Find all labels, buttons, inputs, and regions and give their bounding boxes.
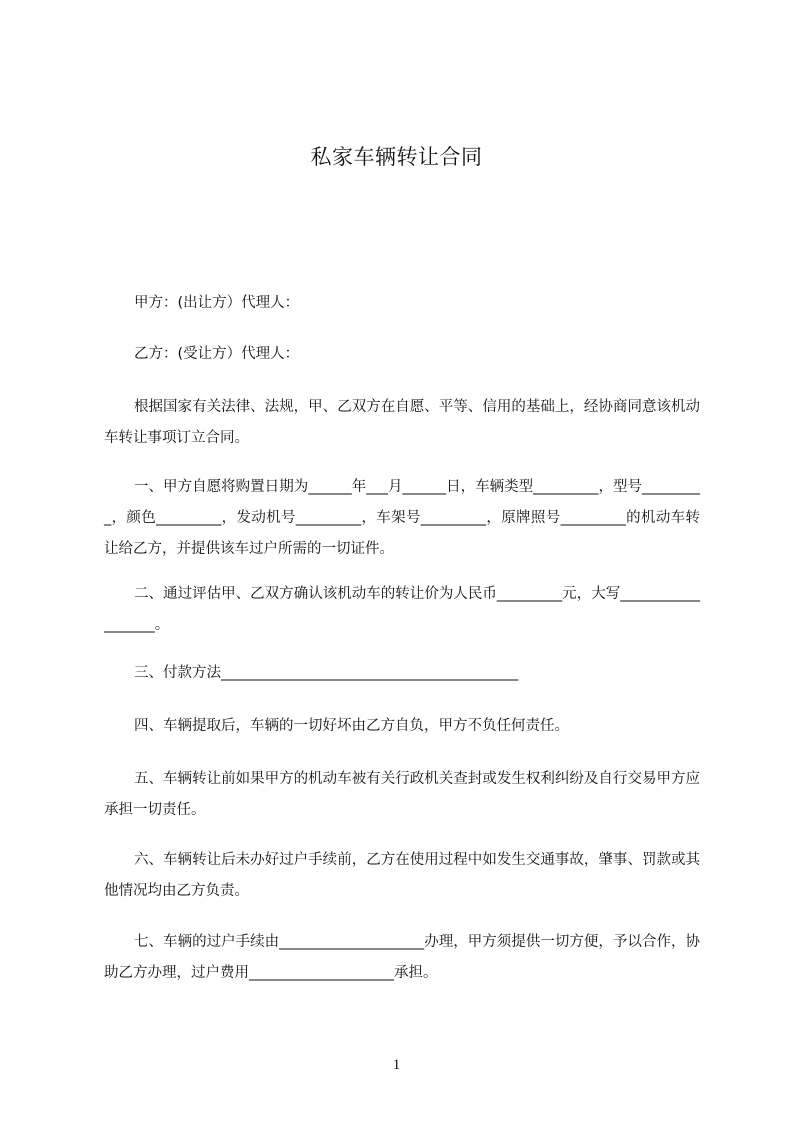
- contract-title: 私家车辆转让合同: [310, 145, 483, 169]
- preamble-text: 根据国家有关法律、法规，甲、乙双方在自愿、平等、信用的基础上，经协商同意该机动车转让事项订立合同。: [104, 399, 700, 446]
- clause-5-paragraph: [104, 764, 700, 826]
- clause-6-text: 六、车辆转让后未办好过户手续前，乙方在使用过程中如发生交通事故，肇事、罚款或其他情况均由乙方负责。: [104, 852, 700, 899]
- clause-4-text: 四、车辆提取后，车辆的一切好坏由乙方自负，甲方不负任何责任。: [134, 718, 569, 734]
- preamble-paragraph: [104, 392, 700, 454]
- clause-1-paragraph: [104, 472, 700, 565]
- clause-2-text: 二、通过评估甲、乙双方确认该机动车的转让价为人民币_________元，大写__________________。: [104, 586, 700, 633]
- clause-4-paragraph: [104, 711, 700, 742]
- clause-7-paragraph: [104, 927, 700, 989]
- page-number: 1: [392, 1057, 401, 1073]
- clause-3-paragraph: [104, 658, 700, 689]
- party-b-text: 乙方：(受让方）代理人：: [134, 346, 300, 362]
- clause-6-paragraph: [104, 845, 700, 907]
- clause-1-text: 一、甲方自愿将购置日期为______年___月______日，车辆类型_________，型号_________，颜色_________，发动机号_________，车架号_________，原牌照号_________的机动车转让给乙方，并提供该车过户所需的一切证件。: [104, 479, 700, 557]
- party-a-text: 甲方：(出让方）代理人：: [134, 295, 300, 311]
- party-a-line: [104, 288, 700, 319]
- clause-7-text: 七、车辆的过户手续由____________________办理，甲方须提供一切方便，予以合作，协助乙方办理，过户费用____________________承担。: [104, 934, 700, 981]
- party-b-line: [104, 339, 700, 370]
- clause-2-paragraph: [104, 579, 700, 641]
- clause-3-text: 三、付款方法_________________________________________: [134, 665, 519, 681]
- clause-5-text: 五、车辆转让前如果甲方的机动车被有关行政机关查封或发生权利纠纷及自行交易甲方应承担一切责任。: [104, 771, 700, 818]
